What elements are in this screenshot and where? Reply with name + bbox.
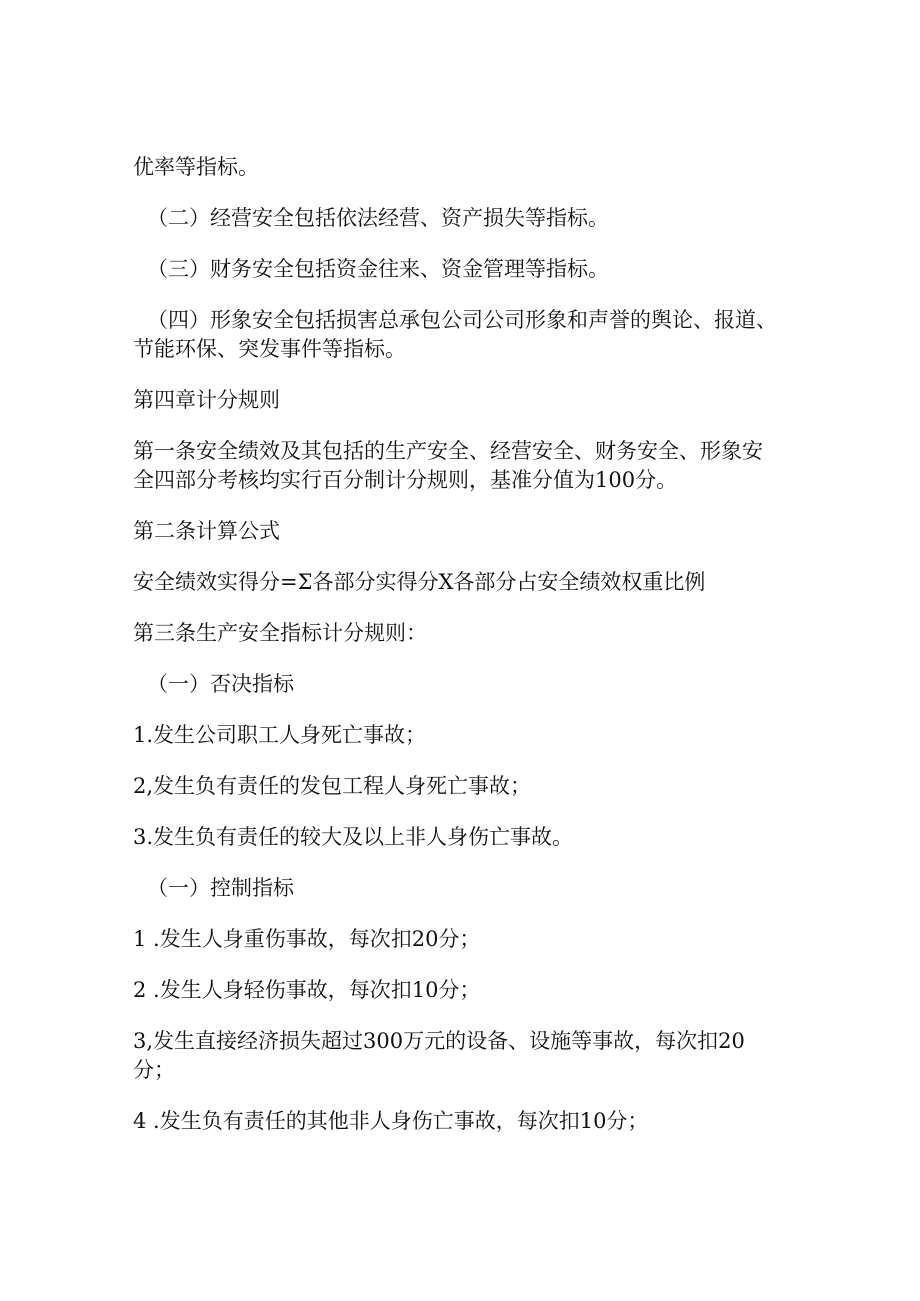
text-line: 1 .发生人身重伤事故，每次扣20分；: [133, 927, 481, 951]
paragraph: [133, 255, 798, 284]
paragraph: [133, 619, 798, 648]
text-line: 第三条生产安全指标计分规则：: [133, 621, 427, 645]
text-line: （四）形象安全包括损害总承包公司公司形象和声誉的舆论、报道、: [147, 308, 777, 332]
list-item: [133, 925, 798, 954]
list-item: [133, 1027, 798, 1085]
text-line: 2,发生负有责任的发包工程人身死亡事故；: [133, 774, 532, 798]
list-item: [133, 976, 798, 1005]
list-item: [133, 1107, 798, 1136]
text-line: （二）经营安全包括依法经营、资产损失等指标。: [147, 206, 609, 230]
text-line: 1.发生公司职工人身死亡事故；: [133, 723, 427, 747]
list-item: [133, 772, 798, 801]
paragraph: [133, 153, 798, 182]
text-line: 安全绩效实得分=Σ各部分实得分X各部分占安全绩效权重比例: [133, 570, 706, 594]
subheading: [133, 670, 798, 699]
paragraph: [133, 306, 798, 364]
text-line: （一）控制指标: [147, 876, 294, 900]
paragraph: [133, 517, 798, 546]
subheading: [133, 874, 798, 903]
text-line: 3.发生负有责任的较大及以上非人身伤亡事故。: [133, 825, 574, 849]
list-item: [133, 823, 798, 852]
text-line: 第一条安全绩效及其包括的生产安全、经营安全、财务安全、形象安: [133, 439, 763, 463]
paragraph: [133, 204, 798, 233]
text-line: 3,发生直接经济损失超过300万元的设备、设施等事故，每次扣20: [133, 1029, 745, 1053]
text-line: 优率等指标。: [133, 155, 259, 179]
document-body: [133, 153, 798, 1158]
paragraph: [133, 437, 798, 495]
chapter-heading: [133, 386, 798, 415]
text-line: 4 .发生负有责任的其他非人身伤亡事故，每次扣10分；: [133, 1109, 649, 1133]
text-line: 分；: [133, 1058, 175, 1082]
text-line: 第二条计算公式: [133, 519, 280, 543]
text-line: （三）财务安全包括资金往来、资金管理等指标。: [147, 257, 609, 281]
text-line: 全四部分考核均实行百分制计分规则，基准分值为100分。: [133, 468, 678, 492]
list-item: [133, 721, 798, 750]
formula-paragraph: [133, 568, 798, 597]
text-line: 节能环保、突发事件等指标。: [133, 337, 406, 361]
text-line: 2 .发生人身轻伤事故，每次扣10分；: [133, 978, 481, 1002]
text-line: 第四章计分规则: [133, 388, 280, 412]
text-line: （一）否决指标: [147, 672, 294, 696]
